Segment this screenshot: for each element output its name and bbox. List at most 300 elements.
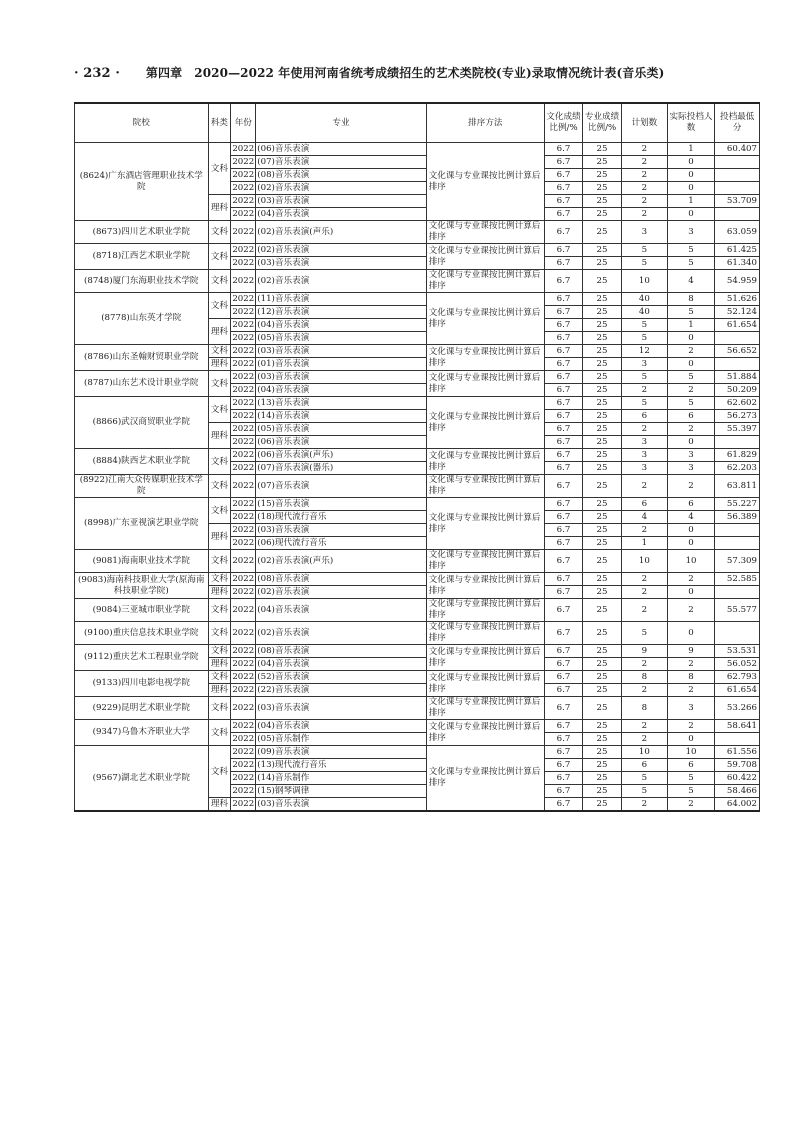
- culture-ratio-cell: 6.7: [545, 537, 583, 550]
- plan-cell: 8: [622, 671, 668, 684]
- chapter-title: 第四章 2020—2022 年使用河南省统考成绩招生的艺术类院校(专业)录取情况统计表(音乐类): [145, 66, 665, 80]
- table-row: [75, 244, 760, 257]
- school-name: (8624)广东酒店管理职业技术学院: [75, 143, 209, 221]
- min-score-cell: [715, 156, 760, 169]
- actual-cell: 2: [667, 720, 715, 733]
- prof-ratio-cell: 25: [582, 319, 621, 332]
- culture-ratio-cell: 6.7: [545, 195, 583, 208]
- min-score-cell: [715, 358, 760, 371]
- table-header-row: [75, 103, 760, 143]
- min-score-cell: 58.641: [715, 720, 760, 733]
- plan-cell: 6: [622, 498, 668, 511]
- page-number: · 232 ·: [74, 66, 120, 81]
- actual-cell: 5: [667, 397, 715, 410]
- year-cell: 2022: [232, 786, 255, 796]
- school-name: (9133)四川电影电视学院: [75, 671, 209, 697]
- category-cell: 文科: [208, 599, 231, 622]
- major-cell: (02)音乐表演: [256, 622, 426, 645]
- prof-ratio-cell: 25: [582, 720, 621, 733]
- table-row: [75, 143, 760, 156]
- culture-ratio-cell: 6.7: [545, 221, 583, 244]
- min-score-cell: 60.422: [715, 772, 760, 785]
- culture-ratio-cell: 6.7: [545, 397, 583, 410]
- plan-cell: 2: [622, 524, 668, 537]
- actual-cell: 2: [667, 798, 715, 812]
- major-cell: (18)现代流行音乐: [256, 511, 426, 524]
- culture-ratio-cell: 6.7: [545, 475, 583, 498]
- actual-cell: 5: [667, 306, 715, 319]
- culture-ratio-cell: 6.7: [545, 270, 583, 293]
- major-cell: (06)现代流行音乐: [256, 537, 426, 550]
- year-cell: 2022: [232, 450, 255, 460]
- plan-cell: 40: [622, 306, 668, 319]
- year-cell: 2022: [232, 258, 255, 268]
- year-cell: 2022: [232, 463, 255, 473]
- year-cell: 2022: [231, 221, 256, 244]
- year-cell: 2022: [232, 183, 255, 193]
- actual-cell: 5: [667, 371, 715, 384]
- year-cell: 2022: [232, 320, 255, 330]
- year-cell: 2022: [232, 747, 255, 757]
- plan-cell: 10: [622, 550, 668, 573]
- culture-ratio-cell: 6.7: [545, 599, 583, 622]
- table-row: [75, 599, 760, 622]
- prof-ratio-cell: 25: [582, 358, 621, 371]
- year-cell: 2022: [232, 245, 255, 255]
- major-cell: (06)音乐表演: [256, 143, 426, 156]
- major-cell: (13)音乐表演: [256, 397, 426, 410]
- major-cell: (07)音乐表演(器乐): [256, 462, 426, 475]
- school-name: (9347)乌鲁木齐职业大学: [75, 720, 209, 746]
- actual-cell: 3: [667, 462, 715, 475]
- prof-ratio-cell: 25: [582, 293, 621, 306]
- col-header-actual: 实际投档人数: [667, 103, 715, 143]
- col-header-culture-ratio: 文化成绩比例/%: [545, 103, 583, 143]
- year-cell: 2022: [232, 685, 255, 695]
- prof-ratio-cell: 25: [582, 423, 621, 436]
- actual-cell: 1: [667, 143, 715, 156]
- min-score-cell: 61.556: [715, 746, 760, 759]
- category-cell: 理科: [208, 524, 231, 550]
- prof-ratio-cell: 25: [582, 550, 621, 573]
- plan-cell: 6: [622, 410, 668, 423]
- school-name: (9229)昆明艺术职业学院: [75, 697, 209, 720]
- culture-ratio-cell: 6.7: [545, 462, 583, 475]
- actual-cell: 3: [667, 449, 715, 462]
- school-name: (9100)重庆信息技术职业学院: [75, 622, 209, 645]
- culture-ratio-cell: 6.7: [545, 319, 583, 332]
- culture-ratio-cell: 6.7: [545, 208, 583, 221]
- year-cell: 2022: [231, 270, 256, 293]
- year-cell: 2022: [232, 294, 255, 304]
- plan-cell: 5: [622, 257, 668, 270]
- culture-ratio-cell: 6.7: [545, 306, 583, 319]
- method-cell: 文化课与专业课按比例计算后排序: [426, 270, 544, 293]
- prof-ratio-cell: 25: [582, 182, 621, 195]
- year-cell: 2022: [232, 398, 255, 408]
- min-score-cell: [715, 182, 760, 195]
- year-cell: 2022: [232, 157, 255, 167]
- culture-ratio-cell: 6.7: [545, 550, 583, 573]
- category-cell: 文科: [208, 143, 231, 195]
- year-cell: 2022: [232, 659, 255, 669]
- category-cell: 文科: [208, 498, 231, 524]
- method-cell: 文化课与专业课按比例计算后排序: [426, 622, 544, 645]
- culture-ratio-cell: 6.7: [545, 511, 583, 524]
- culture-ratio-cell: 6.7: [545, 182, 583, 195]
- plan-cell: 2: [622, 195, 668, 208]
- table-body: [75, 143, 760, 812]
- plan-cell: 5: [622, 319, 668, 332]
- actual-cell: 0: [667, 537, 715, 550]
- school-name: (8673)四川艺术职业学院: [75, 221, 209, 244]
- actual-cell: 1: [667, 195, 715, 208]
- year-cell: 2022: [232, 538, 255, 548]
- category-cell: 文科: [208, 746, 231, 798]
- school-name: (9083)海南科技职业大学(原海南科技职业学院): [75, 573, 209, 599]
- plan-cell: 9: [622, 645, 668, 658]
- min-score-cell: [715, 332, 760, 345]
- min-score-cell: 61.654: [715, 684, 760, 697]
- prof-ratio-cell: 25: [582, 537, 621, 550]
- category-cell: 文科: [208, 622, 231, 645]
- min-score-cell: 61.829: [715, 449, 760, 462]
- method-cell: 文化课与专业课按比例计算后排序: [426, 293, 544, 345]
- prof-ratio-cell: 25: [582, 195, 621, 208]
- prof-ratio-cell: 25: [582, 345, 621, 358]
- col-header-min-score: 投档最低分: [715, 103, 760, 143]
- major-cell: (02)音乐表演: [256, 182, 426, 195]
- method-cell: 文化课与专业课按比例计算后排序: [426, 345, 544, 371]
- table-row: [75, 645, 760, 658]
- major-cell: (05)音乐表演: [256, 332, 426, 345]
- school-name: (8998)广东亚视演艺职业学院: [75, 498, 209, 550]
- prof-ratio-cell: 25: [582, 599, 621, 622]
- prof-ratio-cell: 25: [582, 785, 621, 798]
- culture-ratio-cell: 6.7: [545, 772, 583, 785]
- min-score-cell: 56.052: [715, 658, 760, 671]
- method-cell: 文化课与专业课按比例计算后排序: [426, 746, 544, 812]
- category-cell: 文科: [208, 671, 231, 684]
- culture-ratio-cell: 6.7: [545, 586, 583, 599]
- plan-cell: 2: [622, 573, 668, 586]
- year-cell: 2022: [232, 760, 255, 770]
- method-cell: 文化课与专业课按比例计算后排序: [426, 573, 544, 599]
- culture-ratio-cell: 6.7: [545, 733, 583, 746]
- method-cell: 文化课与专业课按比例计算后排序: [426, 697, 544, 720]
- prof-ratio-cell: 25: [582, 449, 621, 462]
- table-row: [75, 449, 760, 462]
- major-cell: (03)音乐表演: [256, 257, 426, 270]
- min-score-cell: [715, 733, 760, 746]
- major-cell: (03)音乐表演: [256, 195, 426, 208]
- method-cell: 文化课与专业课按比例计算后排序: [426, 244, 544, 270]
- major-cell: (04)音乐表演: [256, 658, 426, 671]
- plan-cell: 6: [622, 759, 668, 772]
- major-cell: (15)音乐表演: [256, 498, 426, 511]
- min-score-cell: 57.309: [715, 550, 760, 573]
- min-score-cell: 50.209: [715, 384, 760, 397]
- culture-ratio-cell: 6.7: [545, 785, 583, 798]
- prof-ratio-cell: 25: [582, 270, 621, 293]
- actual-cell: 6: [667, 410, 715, 423]
- method-cell: 文化课与专业课按比例计算后排序: [426, 397, 544, 449]
- method-cell: 文化课与专业课按比例计算后排序: [426, 498, 544, 550]
- year-cell: 2022: [232, 346, 255, 356]
- page-header: [74, 64, 754, 84]
- culture-ratio-cell: 6.7: [545, 524, 583, 537]
- table-row: [75, 371, 760, 384]
- actual-cell: 9: [667, 645, 715, 658]
- school-name: (8866)武汉商贸职业学院: [75, 397, 209, 449]
- year-cell: 2022: [231, 697, 256, 720]
- plan-cell: 5: [622, 785, 668, 798]
- culture-ratio-cell: 6.7: [545, 645, 583, 658]
- actual-cell: 5: [667, 257, 715, 270]
- prof-ratio-cell: 25: [582, 410, 621, 423]
- year-cell: 2022: [232, 499, 255, 509]
- school-name: (9567)湖北艺术职业学院: [75, 746, 209, 812]
- major-cell: (14)音乐表演: [256, 410, 426, 423]
- category-cell: 文科: [208, 397, 231, 423]
- table-row: [75, 550, 760, 573]
- actual-cell: 2: [667, 475, 715, 498]
- year-cell: 2022: [232, 209, 255, 219]
- plan-cell: 2: [622, 169, 668, 182]
- actual-cell: 2: [667, 658, 715, 671]
- major-cell: (12)音乐表演: [256, 306, 426, 319]
- year-cell: 2022: [232, 411, 255, 421]
- year-cell: 2022: [231, 599, 256, 622]
- actual-cell: 2: [667, 684, 715, 697]
- min-score-cell: 53.266: [715, 697, 760, 720]
- year-cell: 2022: [232, 424, 255, 434]
- actual-cell: 0: [667, 169, 715, 182]
- method-cell: 文化课与专业课按比例计算后排序: [426, 599, 544, 622]
- culture-ratio-cell: 6.7: [545, 156, 583, 169]
- school-name: (9081)海南职业技术学院: [75, 550, 209, 573]
- culture-ratio-cell: 6.7: [545, 358, 583, 371]
- year-cell: 2022: [231, 475, 256, 498]
- prof-ratio-cell: 25: [582, 371, 621, 384]
- actual-cell: 8: [667, 293, 715, 306]
- actual-cell: 5: [667, 772, 715, 785]
- culture-ratio-cell: 6.7: [545, 449, 583, 462]
- min-score-cell: 58.466: [715, 785, 760, 798]
- major-cell: (08)音乐表演: [256, 645, 426, 658]
- min-score-cell: 59.708: [715, 759, 760, 772]
- plan-cell: 5: [622, 772, 668, 785]
- category-cell: 文科: [208, 270, 231, 293]
- plan-cell: 5: [622, 371, 668, 384]
- actual-cell: 2: [667, 345, 715, 358]
- prof-ratio-cell: 25: [582, 746, 621, 759]
- plan-cell: 5: [622, 244, 668, 257]
- category-cell: 文科: [208, 293, 231, 319]
- culture-ratio-cell: 6.7: [545, 384, 583, 397]
- prof-ratio-cell: 25: [582, 221, 621, 244]
- col-header-year: 年份: [231, 103, 256, 143]
- year-cell: 2022: [232, 734, 255, 744]
- plan-cell: 2: [622, 475, 668, 498]
- table-row: [75, 475, 760, 498]
- culture-ratio-cell: 6.7: [545, 622, 583, 645]
- category-cell: 理科: [208, 798, 231, 812]
- year-cell: 2022: [232, 170, 255, 180]
- major-cell: (02)音乐表演: [256, 244, 426, 257]
- school-name: (8787)山东艺术设计职业学院: [75, 371, 209, 397]
- actual-cell: 4: [667, 270, 715, 293]
- min-score-cell: 60.407: [715, 143, 760, 156]
- year-cell: 2022: [232, 574, 255, 584]
- table-row: [75, 221, 760, 244]
- table-row: [75, 573, 760, 586]
- major-cell: (02)音乐表演(声乐): [256, 550, 426, 573]
- category-cell: 文科: [208, 720, 231, 746]
- method-cell: 文化课与专业课按比例计算后排序: [426, 550, 544, 573]
- major-cell: (03)音乐表演: [256, 345, 426, 358]
- method-cell: 文化课与专业课按比例计算后排序: [426, 371, 544, 397]
- plan-cell: 5: [622, 622, 668, 645]
- culture-ratio-cell: 6.7: [545, 697, 583, 720]
- category-cell: 文科: [208, 475, 231, 498]
- col-header-prof-ratio: 专业成绩比例/%: [582, 103, 621, 143]
- plan-cell: 2: [622, 208, 668, 221]
- actual-cell: 8: [667, 671, 715, 684]
- actual-cell: 0: [667, 733, 715, 746]
- major-cell: (04)音乐表演: [256, 384, 426, 397]
- year-cell: 2022: [232, 307, 255, 317]
- plan-cell: 12: [622, 345, 668, 358]
- min-score-cell: 64.002: [715, 798, 760, 812]
- school-name: (9112)重庆艺术工程职业学院: [75, 645, 209, 671]
- col-header-method: 排序方法: [426, 103, 544, 143]
- prof-ratio-cell: 25: [582, 697, 621, 720]
- major-cell: (05)音乐表演: [256, 423, 426, 436]
- prof-ratio-cell: 25: [582, 384, 621, 397]
- table-row: [75, 397, 760, 410]
- category-cell: 文科: [208, 244, 231, 270]
- table-row: [75, 720, 760, 733]
- min-score-cell: 52.124: [715, 306, 760, 319]
- major-cell: (11)音乐表演: [256, 293, 426, 306]
- actual-cell: 5: [667, 785, 715, 798]
- culture-ratio-cell: 6.7: [545, 410, 583, 423]
- major-cell: (22)音乐表演: [256, 684, 426, 697]
- method-cell: 文化课与专业课按比例计算后排序: [426, 143, 544, 221]
- category-cell: 理科: [208, 658, 231, 671]
- major-cell: (01)音乐表演: [256, 358, 426, 371]
- prof-ratio-cell: 25: [582, 306, 621, 319]
- min-score-cell: [715, 436, 760, 449]
- major-cell: (02)音乐表演: [256, 270, 426, 293]
- school-name: (9084)三亚城市职业学院: [75, 599, 209, 622]
- major-cell: (14)音乐制作: [256, 772, 426, 785]
- year-cell: 2022: [231, 550, 256, 573]
- prof-ratio-cell: 25: [582, 397, 621, 410]
- category-cell: 文科: [208, 345, 231, 358]
- major-cell: (02)音乐表演(声乐): [256, 221, 426, 244]
- plan-cell: 4: [622, 511, 668, 524]
- min-score-cell: 62.203: [715, 462, 760, 475]
- school-name: (8786)山东圣翰财贸职业学院: [75, 345, 209, 371]
- actual-cell: 0: [667, 586, 715, 599]
- major-cell: (04)音乐表演: [256, 208, 426, 221]
- actual-cell: 3: [667, 697, 715, 720]
- culture-ratio-cell: 6.7: [545, 671, 583, 684]
- major-cell: (07)音乐表演: [256, 475, 426, 498]
- major-cell: (03)音乐表演: [256, 371, 426, 384]
- table-row: [75, 746, 760, 759]
- col-header-plan: 计划数: [622, 103, 668, 143]
- prof-ratio-cell: 25: [582, 169, 621, 182]
- actual-cell: 0: [667, 436, 715, 449]
- category-cell: 文科: [208, 449, 231, 475]
- min-score-cell: 56.389: [715, 511, 760, 524]
- culture-ratio-cell: 6.7: [545, 684, 583, 697]
- category-cell: 文科: [208, 550, 231, 573]
- method-cell: 文化课与专业课按比例计算后排序: [426, 645, 544, 671]
- method-cell: 文化课与专业课按比例计算后排序: [426, 475, 544, 498]
- actual-cell: 6: [667, 498, 715, 511]
- actual-cell: 3: [667, 221, 715, 244]
- prof-ratio-cell: 25: [582, 586, 621, 599]
- prof-ratio-cell: 25: [582, 436, 621, 449]
- culture-ratio-cell: 6.7: [545, 573, 583, 586]
- culture-ratio-cell: 6.7: [545, 169, 583, 182]
- year-cell: 2022: [232, 512, 255, 522]
- school-name: (8718)江西艺术职业学院: [75, 244, 209, 270]
- plan-cell: 2: [622, 586, 668, 599]
- culture-ratio-cell: 6.7: [545, 759, 583, 772]
- min-score-cell: 55.227: [715, 498, 760, 511]
- prof-ratio-cell: 25: [582, 772, 621, 785]
- table-row: [75, 498, 760, 511]
- table-row: [75, 622, 760, 645]
- prof-ratio-cell: 25: [582, 244, 621, 257]
- culture-ratio-cell: 6.7: [545, 798, 583, 812]
- year-cell: 2022: [232, 773, 255, 783]
- major-cell: (06)音乐表演: [256, 436, 426, 449]
- major-cell: (02)音乐表演: [256, 586, 426, 599]
- year-cell: 2022: [232, 672, 255, 682]
- min-score-cell: 51.884: [715, 371, 760, 384]
- category-cell: 理科: [208, 319, 231, 345]
- prof-ratio-cell: 25: [582, 332, 621, 345]
- min-score-cell: 55.397: [715, 423, 760, 436]
- year-cell: 2022: [232, 646, 255, 656]
- culture-ratio-cell: 6.7: [545, 746, 583, 759]
- prof-ratio-cell: 25: [582, 475, 621, 498]
- culture-ratio-cell: 6.7: [545, 423, 583, 436]
- plan-cell: 2: [622, 684, 668, 697]
- major-cell: (13)现代流行音乐: [256, 759, 426, 772]
- prof-ratio-cell: 25: [582, 462, 621, 475]
- min-score-cell: 61.654: [715, 319, 760, 332]
- method-cell: 文化课与专业课按比例计算后排序: [426, 720, 544, 746]
- min-score-cell: 55.577: [715, 599, 760, 622]
- actual-cell: 5: [667, 244, 715, 257]
- year-cell: 2022: [232, 333, 255, 343]
- actual-cell: 10: [667, 746, 715, 759]
- min-score-cell: [715, 169, 760, 182]
- min-score-cell: 56.652: [715, 345, 760, 358]
- year-cell: 2022: [232, 144, 255, 154]
- year-cell: 2022: [232, 587, 255, 597]
- plan-cell: 2: [622, 658, 668, 671]
- plan-cell: 2: [622, 599, 668, 622]
- table-row: [75, 270, 760, 293]
